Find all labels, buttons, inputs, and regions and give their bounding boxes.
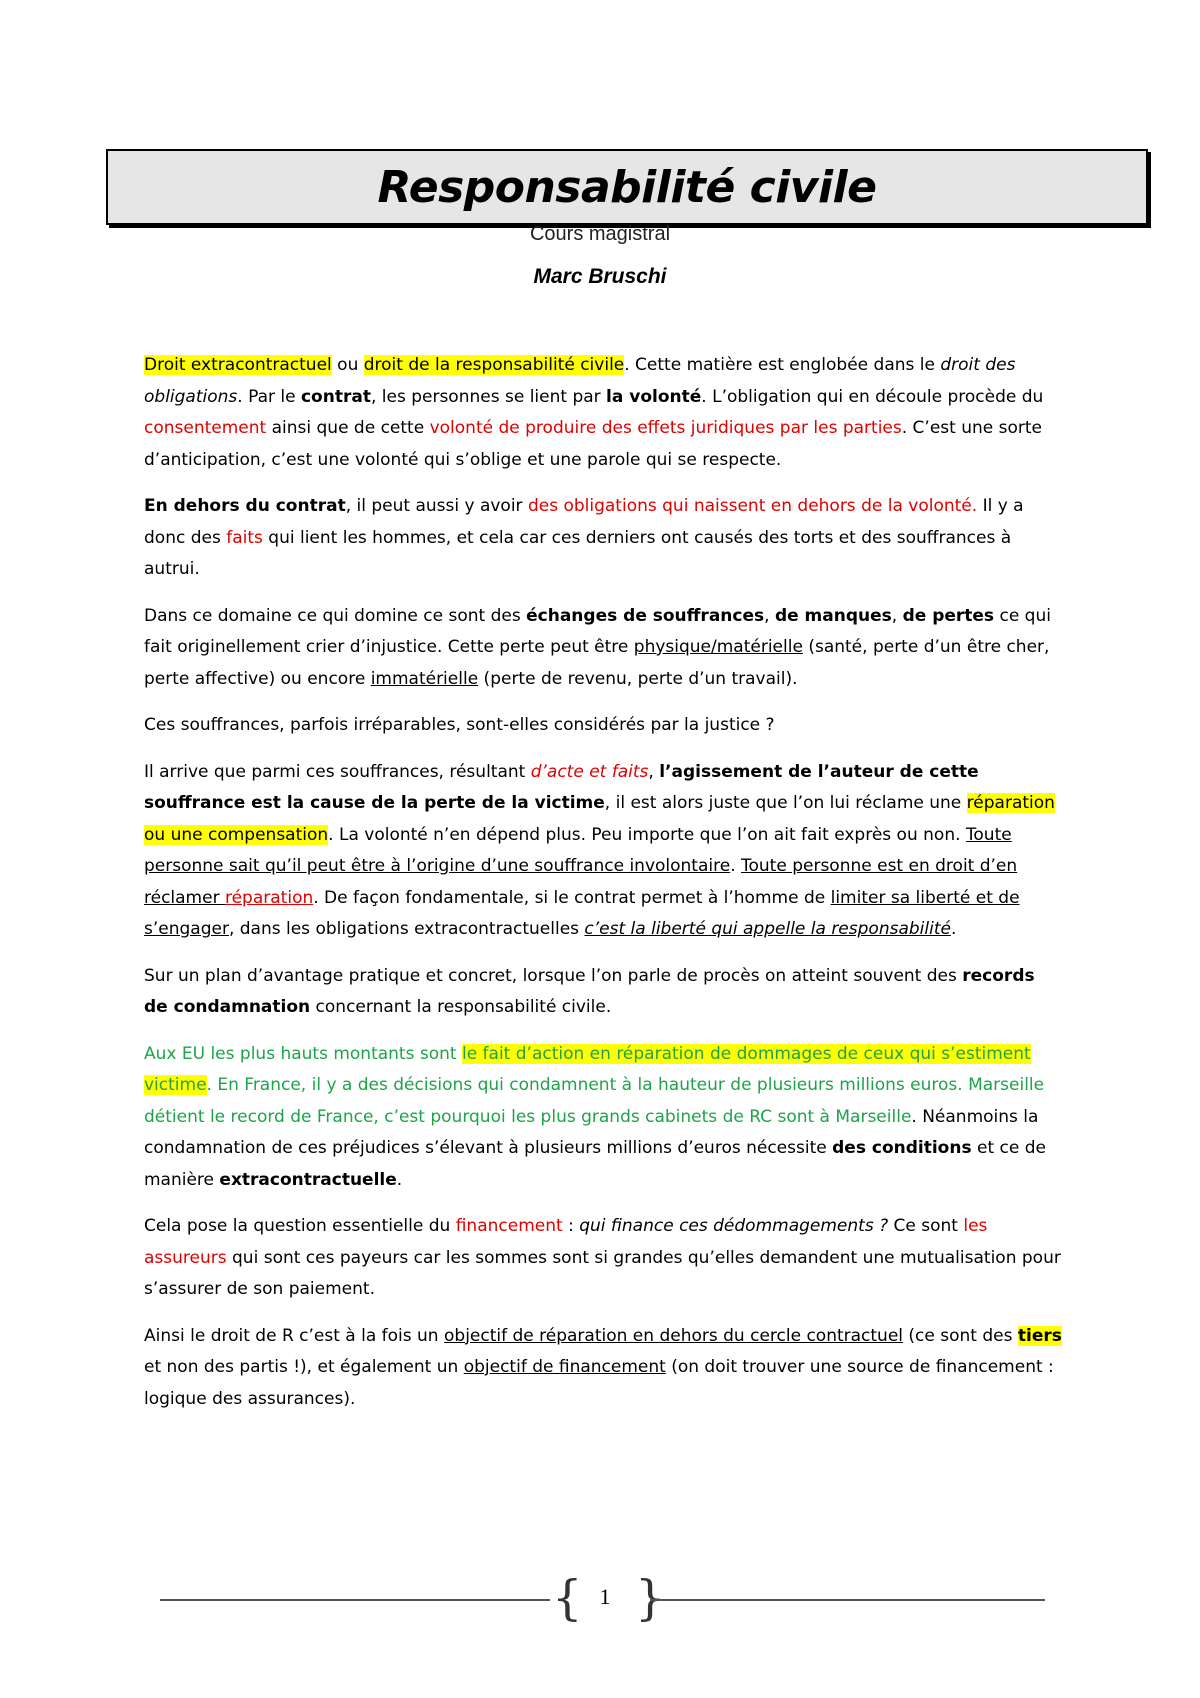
- text-run: Il y a donc des: [144, 496, 1024, 548]
- italic-text: qui finance ces dédommagements ?: [579, 1216, 889, 1236]
- page-footer: [160, 1570, 1045, 1630]
- bold-text: des conditions: [832, 1138, 972, 1158]
- paragraph-1: [144, 350, 1064, 476]
- bold-text: échanges de souffrances: [526, 605, 765, 626]
- text-run: ainsi que de cette: [266, 418, 430, 438]
- bold-text: contrat: [300, 386, 371, 407]
- text-run: , dans les obligations extracontractuelles: [228, 919, 585, 939]
- text-run: .: [950, 919, 957, 939]
- bold-text: extracontractuelle: [219, 1169, 397, 1190]
- text-run: qui sont ces payeurs car les sommes sont si grandes qu’elles demandent une mutualisation pour s’assurer de son paiement.: [144, 1247, 1061, 1299]
- author: Marc Bruschi: [533, 265, 667, 288]
- highlight-green-text: le fait d’action en réparation de dommages de ceux qui s’estiment victime: [144, 1043, 1031, 1095]
- text-run: . Par le: [237, 386, 301, 407]
- bold-text: l’agissement de l’auteur de cette souffrance est la cause de la perte de la victime: [144, 761, 979, 813]
- document-body: [144, 350, 1064, 1430]
- underlined-text: limiter sa liberté et de s’engager: [144, 887, 1020, 939]
- highlight-text: Droit extracontractuel: [144, 355, 332, 375]
- text-run: Ce sont: [888, 1216, 964, 1236]
- text-run: (on doit trouver une source de financement : logique des assurances).: [144, 1357, 1054, 1409]
- text-run: et ce de manière: [144, 1138, 1046, 1190]
- underlined-text: Toute personne sait qu’il peut être à l’origine d’une souffrance involontaire: [144, 824, 1012, 876]
- text-run: . L’obligation qui en découle procède du: [701, 386, 1044, 407]
- red-text: faits: [226, 527, 263, 548]
- text-run: ce qui fait originellement crier d’injustice. Cette perte peut être: [144, 605, 1051, 657]
- text-run: :: [562, 1216, 580, 1236]
- red-italic-text: d’acte et faits: [530, 761, 649, 782]
- footer-rule-right: [650, 1599, 1045, 1601]
- underlined-text: Toute personne est en droit d’en réclamer: [144, 856, 1018, 908]
- paragraph-2: [144, 491, 1064, 586]
- text-run: ,: [891, 605, 903, 626]
- paragraph-7: [144, 1039, 1064, 1197]
- underlined-italic-text: c’est la liberté qui appelle la responsabilité: [584, 919, 951, 939]
- paragraph-9: [144, 1321, 1064, 1416]
- paragraph-5: [144, 757, 1064, 946]
- green-text: Aux EU les plus hauts montants sont: [144, 1043, 462, 1064]
- footer-bracket-right: }: [635, 1570, 666, 1626]
- text-run: . La volonté n’en dépend plus. Peu importe que l’on ait fait exprès ou non.: [328, 824, 966, 845]
- bold-text: de manques: [774, 605, 892, 626]
- text-run: Ainsi le droit de R c’est à la fois un: [144, 1325, 444, 1346]
- text-run: ,: [764, 605, 775, 626]
- bold-text: la volonté: [606, 386, 702, 407]
- highlight-text: réparation ou une compensation: [144, 793, 1055, 845]
- text-run: , les personnes se lient par: [370, 386, 607, 407]
- text-run: ou: [331, 355, 364, 375]
- underlined-text: immatérielle: [370, 668, 479, 689]
- paragraph-6: [144, 961, 1064, 1024]
- red-text: financement: [455, 1216, 563, 1236]
- footer-rule-left: [160, 1599, 550, 1601]
- highlight-bold-text: tiers: [1017, 1325, 1062, 1346]
- underlined-text: physique/matérielle: [633, 637, 803, 657]
- red-text: les assureurs: [144, 1216, 988, 1268]
- text-run: . C’est une sorte d’anticipation, c’est une volonté qui s’oblige et une parole qui se respecte.: [144, 418, 1042, 470]
- text-run: , il est alors juste que l’on lui réclame une: [604, 793, 967, 813]
- text-run: qui lient les hommes, et cela car ces derniers ont causés des torts et des souffrances à autrui.: [144, 527, 1012, 579]
- red-text: consentement: [144, 418, 267, 438]
- footer-bracket-left: {: [552, 1570, 583, 1626]
- subtitle: Cours magistral: [529, 223, 671, 245]
- text-run: .: [730, 856, 741, 876]
- red-text: des obligations qui naissent en dehors de la volonté.: [527, 496, 978, 516]
- page-number: 1: [599, 1584, 611, 1609]
- paragraph-3: [144, 601, 1064, 696]
- red-underlined-text: réparation: [224, 887, 314, 908]
- text-run: (perte de revenu, perte d’un travail).: [478, 668, 798, 689]
- text-run: , il peut aussi y avoir: [345, 496, 528, 516]
- italic-text: droit des obligations: [144, 355, 1016, 407]
- green-text: . En France, il y a des décisions qui condamnent à la hauteur de plusieurs millions euros. Marseille détient le record de France, c’est pourquoi les plus grands cabinets de RC sont à Marseille: [144, 1075, 1045, 1127]
- page-title: Responsabilité civile: [377, 161, 877, 213]
- title-box: [106, 149, 1148, 225]
- text-run: Il arrive que parmi ces souffrances, résultant: [144, 761, 531, 782]
- highlight-text: droit de la responsabilité civile: [363, 355, 625, 375]
- text-run: (santé, perte d’un être cher, perte affective) ou encore: [144, 637, 1050, 689]
- text-run: Dans ce domaine ce qui domine ce sont des: [144, 605, 527, 626]
- text-run: ,: [648, 761, 660, 782]
- underlined-text: objectif de financement: [463, 1357, 666, 1377]
- text-run: (ce sont des: [903, 1325, 1018, 1346]
- text-run: Cela pose la question essentielle du: [144, 1216, 456, 1236]
- text-run: Sur un plan d’avantage pratique et concret, lorsque l’on parle de procès on atteint souvent des: [144, 965, 963, 986]
- bold-text: records de condamnation: [144, 965, 1035, 1017]
- text-run: Ces souffrances, parfois irréparables, sont-elles considérés par la justice ?: [144, 715, 775, 735]
- red-text: volonté de produire des effets juridiques par les parties: [429, 418, 902, 438]
- text-run: .: [396, 1169, 403, 1190]
- text-run: . Néanmoins la condamnation de ces préjudices s’élevant à plusieurs millions d’euros nécessite: [144, 1106, 1039, 1158]
- paragraph-8: [144, 1211, 1064, 1306]
- bold-text: En dehors du contrat: [144, 496, 346, 516]
- paragraph-4: [144, 710, 1064, 742]
- text-run: et non des partis !), et également un: [144, 1357, 464, 1377]
- text-run: . De façon fondamentale, si le contrat permet à l’homme de: [313, 887, 831, 908]
- text-run: . Cette matière est englobée dans le: [624, 355, 941, 375]
- text-run: concernant la responsabilité civile.: [310, 997, 612, 1017]
- underlined-text: objectif de réparation en dehors du cercle contractuel: [444, 1325, 904, 1346]
- bold-text: de pertes: [902, 605, 995, 626]
